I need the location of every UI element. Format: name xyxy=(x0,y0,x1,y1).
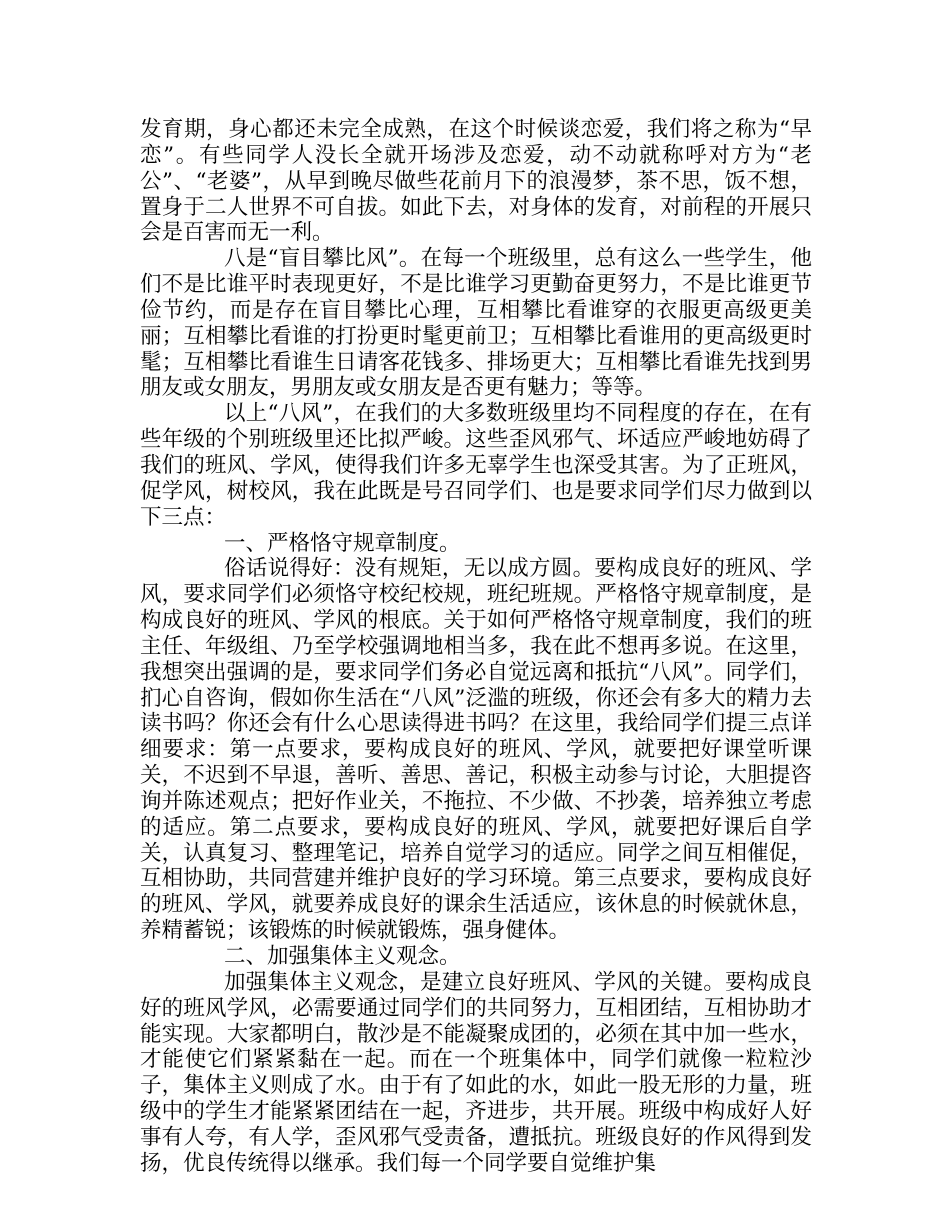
section-heading-collectivism: 二、加强集体主义观念。 xyxy=(224,944,461,969)
section-heading-rules: 一、严格恪守规章制度。 xyxy=(224,530,461,556)
paragraph-blind-comparison: 八是“盲目攀比风”。在每一个班级里，总有这么一些学生，他们不是比谁平时表现更好，不是比谁学习更勤奋更努力，不是比谁更节俭节约，而是存在盲目攀比心理，互相攀比看谁穿的衣服更高级更美丽；互相攀比看谁的打扮更时髦更前卫；互相攀比看谁用的更高级更时髦；互相攀比看谁生日请客花钱多、排场更大；互相攀比看谁先找到男朋友或女朋友，男朋友或女朋友是否更有魅力；等等。 xyxy=(140,246,812,401)
paragraph-early-love: 发育期，身心都还未完全成熟，在这个时候谈恋爱，我们将之称为“早恋”。有些同学人没长全就开场涉及恋爱，动不动就称呼对方为“老公”、“老婆”，从早到晚尽做些花前月下的浪漫梦，茶不思，饭不想，置身于二人世界不可自拔。如此下去，对身体的发育，对前程的开展只会是百害而无一利。 xyxy=(140,117,812,246)
paragraph-collectivism: 加强集体主义观念，是建立良好班风、学风的关键。要构成良好的班风学风，必需要通过同学们的共同努力，互相团结，互相协助才能实现。大家都明白，散沙是不能凝聚成团的，必须在其中加一些水，才能使它们紧紧黏在一起。而在一个班集体中，同学们就像一粒粒沙子，集体主义则成了水。由于有了如此的水，如此一股无形的力量，班级中的学生才能紧紧团结在一起，齐进步，共开展。班级中构成好人好事有人夸，有人学，歪风邪气受责备，遭抵抗。班级良好的作风得到发扬，优良传统得以继承。我们每一个同学要自觉维护集 xyxy=(140,969,812,1176)
document-page xyxy=(140,117,812,1177)
paragraph-eight-winds-summary: 以上“八风”，在我们的大多数班级里均不同程度的存在，在有些年级的个别班级里还比拟严峻。这些歪风邪气、坏适应严峻地妨碍了我们的班风、学风，使得我们许多无辜学生也深受其害。为了正班风，促学风，树校风，我在此既是号召同学们、也是要求同学们尽力做到以下三点： xyxy=(140,401,812,530)
paragraph-rules: 俗话说得好：没有规矩，无以成方圆。要构成良好的班风、学风，要求同学们必须恪守校纪校规，班纪班规。严格恪守规章制度，是构成良好的班风、学风的根底。关于如何严格恪守规章制度，我们的班主任、年级组、乃至学校强调地相当多，我在此不想再多说。在这里，我想突出强调的是，要求同学们务必自觉远离和抵抗“八风”。同学们，扪心自咨询，假如你生活在“八风”泛滥的班级，你还会有多大的精力去读书吗？你还会有什么心思读得进书吗？在这里，我给同学们提三点详细要求：第一点要求，要构成良好的班风、学风，就要把好课堂听课关，不迟到不早退，善听、善思、善记，积极主动参与讨论，大胆提咨询并陈述观点；把好作业关，不拖拉、不少做、不抄袭，培养独立考虑的适应。第二点要求，要构成良好的班风、学风，就要把好课后自学关，认真复习、整理笔记，培养自觉学习的适应。同学之间互相催促，互相协助，共同营建并维护良好的学习环境。第三点要求，要构成良好的班风、学风，就要养成良好的课余生活适应，该休息的时候就休息，养精蓄锐；该锻炼的时候就锻炼，强身健体。 xyxy=(140,556,812,944)
